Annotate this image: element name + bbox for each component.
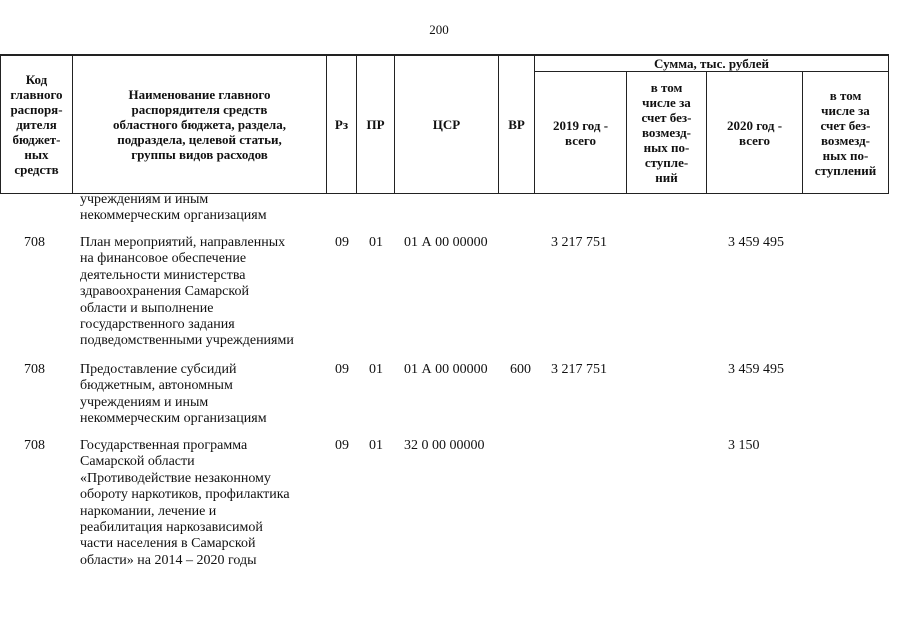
header-pr: ПР xyxy=(357,55,395,194)
row-rz: 09 xyxy=(335,438,349,453)
row-code: 708 xyxy=(24,235,45,250)
table-header xyxy=(0,54,889,194)
header-2019-incl: в том числе за счет без- возмезд- ных по- ступле- ний xyxy=(627,72,707,194)
page-number: 200 xyxy=(429,22,449,37)
header-csr: ЦСР xyxy=(395,55,499,194)
header-code: Код главного распоря- дителя бюджет- ных средств xyxy=(1,55,73,194)
header-sum: Сумма, тыс. рублей xyxy=(535,55,889,72)
row-csr: 01 А 00 00000 xyxy=(404,362,488,377)
row-sum-2019: 3 217 751 xyxy=(551,362,607,377)
continuation-text: учреждениям и иным некоммерческим организациям xyxy=(80,192,267,224)
header-2020-incl: в том числе за счет без- возмезд- ных по- ступлений xyxy=(803,72,889,194)
header-vr: ВР xyxy=(499,55,535,194)
row-code: 708 xyxy=(24,438,45,453)
row-sum-2020: 3 150 xyxy=(728,438,760,453)
row-csr: 01 А 00 00000 xyxy=(404,235,488,250)
header-2020-total: 2020 год - всего xyxy=(707,72,803,194)
row-pr: 01 xyxy=(369,362,383,377)
row-name: План мероприятий, направленных на финансовое обеспечение деятельности министерства здравоохранения Самарской области и выполнение государственного задания подведомственными учреждениями xyxy=(80,235,294,349)
row-sum-2019: 3 217 751 xyxy=(551,235,607,250)
row-name: Предоставление субсидий бюджетным, автономным учреждениям и иным некоммерческим организациям xyxy=(80,362,267,427)
row-sum-2020: 3 459 495 xyxy=(728,235,784,250)
row-sum-2020: 3 459 495 xyxy=(728,362,784,377)
header-2019-total: 2019 год - всего xyxy=(535,72,627,194)
header-name: Наименование главного распорядителя средств областного бюджета, раздела, подраздела, целевой статьи, группы видов расходов xyxy=(73,55,327,194)
row-pr: 01 xyxy=(369,438,383,453)
row-csr: 32 0 00 00000 xyxy=(404,438,485,453)
row-code: 708 xyxy=(24,362,45,377)
row-rz: 09 xyxy=(335,362,349,377)
row-vr: 600 xyxy=(510,362,531,377)
row-rz: 09 xyxy=(335,235,349,250)
row-name: Государственная программа Самарской области «Противодействие незаконному обороту наркотиков, профилактика наркомании, лечение и реабилитация наркозависимой части населения в Самарской области» на 2014 – 2020 годы xyxy=(80,438,290,568)
header-rz: Рз xyxy=(327,55,357,194)
row-pr: 01 xyxy=(369,235,383,250)
